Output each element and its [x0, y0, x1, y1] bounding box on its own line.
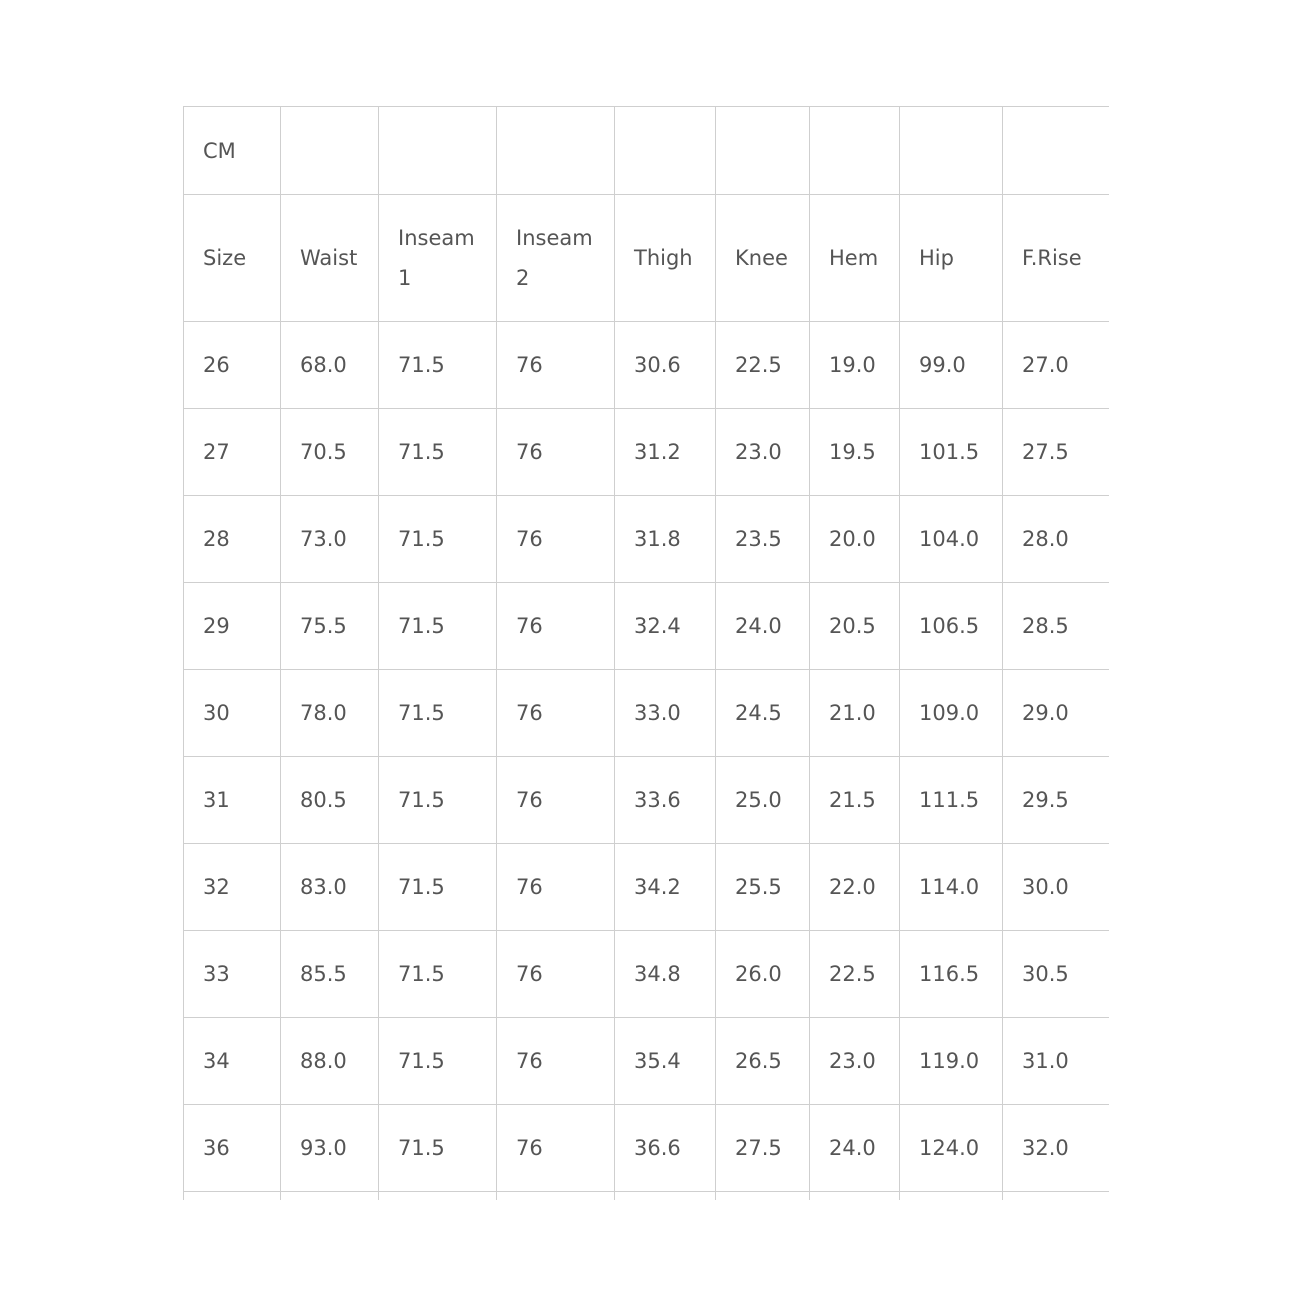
table-cell	[497, 583, 615, 670]
cell-value: 29.5	[1022, 788, 1069, 812]
table-cell	[810, 1018, 900, 1105]
cell-value: 27	[203, 440, 230, 464]
table-cell	[281, 757, 379, 844]
cell-value: 76	[516, 1136, 543, 1160]
cell-value: 76	[516, 527, 543, 551]
empty-cell	[900, 107, 1003, 195]
header-label: Inseam 1	[398, 226, 475, 290]
cell-value: 116.5	[919, 962, 980, 986]
cell-value: 30	[203, 701, 230, 725]
header-label: Hem	[829, 246, 879, 270]
table-cell	[810, 1105, 900, 1192]
header-label: Waist	[300, 246, 358, 270]
table-cell	[716, 322, 810, 409]
cell-value: 22.5	[735, 353, 782, 377]
table-cell	[281, 844, 379, 931]
table-cell	[900, 409, 1003, 496]
cell-value: 71.5	[398, 527, 445, 551]
table-cell	[1003, 1105, 1110, 1192]
cell-value: 114.0	[919, 875, 980, 899]
cell-value: 76	[516, 875, 543, 899]
unit-cell	[184, 107, 281, 195]
cell-value: 85.5	[300, 962, 347, 986]
table-cell	[900, 931, 1003, 1018]
cell-value: 22.5	[829, 962, 876, 986]
table-cell	[615, 496, 716, 583]
cell-value: 36	[203, 1136, 230, 1160]
table-cell	[615, 844, 716, 931]
table-cell	[379, 670, 497, 757]
cell-value: 34.2	[634, 875, 681, 899]
empty-cell	[716, 107, 810, 195]
empty-cell	[497, 107, 615, 195]
table-row	[184, 931, 1110, 1018]
cell-value: 24.5	[735, 701, 782, 725]
table-cell	[716, 409, 810, 496]
table-cell	[810, 844, 900, 931]
table-cell	[281, 1018, 379, 1105]
empty-cell	[1003, 107, 1110, 195]
table-cell	[379, 1105, 497, 1192]
header-label: F.Rise	[1022, 246, 1082, 270]
empty-cell	[379, 107, 497, 195]
table-cell	[615, 583, 716, 670]
cell-value: 23.0	[829, 1049, 876, 1073]
header-cell-hem	[810, 195, 900, 322]
table-cell	[379, 931, 497, 1018]
table-cell	[716, 844, 810, 931]
cell-value: 19.0	[829, 353, 876, 377]
header-cell-f-rise	[1003, 195, 1110, 322]
header-label: Size	[203, 246, 247, 270]
cell-value: 30.5	[1022, 962, 1069, 986]
table-cell	[900, 322, 1003, 409]
table-cell	[497, 757, 615, 844]
cell-value: 71.5	[398, 701, 445, 725]
cell-value: 70.5	[300, 440, 347, 464]
cell-value: 24.0	[735, 614, 782, 638]
table-cell	[184, 1018, 281, 1105]
cell-value: 31.0	[1022, 1049, 1069, 1073]
cell-value: 76	[516, 614, 543, 638]
table-cell	[281, 322, 379, 409]
table-cell	[379, 583, 497, 670]
cell-value: 83.0	[300, 875, 347, 899]
header-cell-thigh	[615, 195, 716, 322]
cell-value: 71.5	[398, 962, 445, 986]
table-cell	[379, 322, 497, 409]
cell-value: 76	[516, 440, 543, 464]
table-cell	[281, 670, 379, 757]
table-row	[184, 1105, 1110, 1192]
cell-value: 31	[203, 788, 230, 812]
table-cell	[716, 1018, 810, 1105]
cell-value: 19.5	[829, 440, 876, 464]
cell-value: 21.0	[829, 701, 876, 725]
cell-value: 32.0	[1022, 1136, 1069, 1160]
cell-value: 71.5	[398, 614, 445, 638]
table-cell	[1003, 583, 1110, 670]
table-cell	[1003, 496, 1110, 583]
cell-value: 106.5	[919, 614, 980, 638]
table-cell	[379, 1018, 497, 1105]
table-cell	[184, 1105, 281, 1192]
table-cell	[379, 844, 497, 931]
table-cell	[615, 931, 716, 1018]
empty-cell	[379, 1192, 497, 1201]
table-cell	[615, 1105, 716, 1192]
cell-value: 124.0	[919, 1136, 980, 1160]
unit-label: CM	[203, 138, 236, 163]
table-row	[184, 496, 1110, 583]
cell-value: 30.0	[1022, 875, 1069, 899]
empty-cell	[497, 1192, 615, 1201]
cell-value: 29	[203, 614, 230, 638]
cell-value: 24.0	[829, 1136, 876, 1160]
cell-value: 80.5	[300, 788, 347, 812]
cell-value: 73.0	[300, 527, 347, 551]
cell-value: 36.6	[634, 1136, 681, 1160]
table-cell	[184, 670, 281, 757]
table-cell	[615, 1018, 716, 1105]
table-cell	[900, 1105, 1003, 1192]
header-label: Hip	[919, 246, 954, 270]
cell-value: 35.4	[634, 1049, 681, 1073]
table-cell	[900, 496, 1003, 583]
table-cell	[497, 670, 615, 757]
table-cell	[615, 322, 716, 409]
table-cell	[716, 1105, 810, 1192]
table-cell	[497, 931, 615, 1018]
table-cell	[1003, 322, 1110, 409]
empty-cell	[1003, 1192, 1110, 1201]
cell-value: 25.0	[735, 788, 782, 812]
table-cell	[184, 496, 281, 583]
cell-value: 76	[516, 1049, 543, 1073]
cell-value: 29.0	[1022, 701, 1069, 725]
size-chart-table	[183, 106, 1109, 1200]
cell-value: 27.5	[1022, 440, 1069, 464]
table-cell	[810, 931, 900, 1018]
table-row	[184, 583, 1110, 670]
table-cell	[281, 496, 379, 583]
header-label: Inseam 2	[516, 226, 593, 290]
cell-value: 28.5	[1022, 614, 1069, 638]
table-cell	[184, 931, 281, 1018]
empty-cell	[184, 1192, 281, 1201]
table-cell	[900, 670, 1003, 757]
cell-value: 34.8	[634, 962, 681, 986]
empty-cell	[810, 1192, 900, 1201]
table-cell	[497, 1105, 615, 1192]
cell-value: 75.5	[300, 614, 347, 638]
cell-value: 34	[203, 1049, 230, 1073]
table-cell	[1003, 931, 1110, 1018]
empty-cell	[281, 107, 379, 195]
cell-value: 76	[516, 353, 543, 377]
table-cell	[497, 1018, 615, 1105]
header-label: Thigh	[634, 246, 693, 270]
table-cell	[184, 583, 281, 670]
cell-value: 119.0	[919, 1049, 980, 1073]
cell-value: 109.0	[919, 701, 980, 725]
cell-value: 33.0	[634, 701, 681, 725]
table-cell	[281, 583, 379, 670]
cell-value: 71.5	[398, 1049, 445, 1073]
cell-value: 88.0	[300, 1049, 347, 1073]
cell-value: 32	[203, 875, 230, 899]
cell-value: 71.5	[398, 353, 445, 377]
cell-value: 31.8	[634, 527, 681, 551]
table-cell	[615, 757, 716, 844]
table-cell	[184, 757, 281, 844]
cell-value: 76	[516, 962, 543, 986]
table-cell	[716, 757, 810, 844]
table-cell	[497, 322, 615, 409]
cell-value: 26.5	[735, 1049, 782, 1073]
table-cell	[379, 757, 497, 844]
table-cell	[379, 496, 497, 583]
empty-cell	[810, 107, 900, 195]
cell-value: 27.0	[1022, 353, 1069, 377]
cell-value: 30.6	[634, 353, 681, 377]
table-cell	[1003, 844, 1110, 931]
cell-value: 76	[516, 788, 543, 812]
table-cell	[716, 583, 810, 670]
header-label: Knee	[735, 246, 788, 270]
table-cell	[1003, 757, 1110, 844]
cell-value: 20.5	[829, 614, 876, 638]
table-cell	[615, 409, 716, 496]
table-cell	[497, 409, 615, 496]
cell-value: 23.5	[735, 527, 782, 551]
cell-value: 93.0	[300, 1136, 347, 1160]
table-cell	[900, 583, 1003, 670]
table-cell	[1003, 670, 1110, 757]
cell-value: 20.0	[829, 527, 876, 551]
table-cell	[379, 409, 497, 496]
table-cell	[810, 670, 900, 757]
unit-row	[184, 107, 1110, 195]
table-row	[184, 1018, 1110, 1105]
cell-value: 99.0	[919, 353, 966, 377]
table-cell	[810, 322, 900, 409]
cell-value: 27.5	[735, 1136, 782, 1160]
table-row-cropped	[184, 1192, 1110, 1201]
cell-value: 26.0	[735, 962, 782, 986]
header-row	[184, 195, 1110, 322]
table-cell	[810, 496, 900, 583]
empty-cell	[900, 1192, 1003, 1201]
table-row	[184, 409, 1110, 496]
table-cell	[281, 931, 379, 1018]
cell-value: 33.6	[634, 788, 681, 812]
table-row	[184, 322, 1110, 409]
table-cell	[810, 583, 900, 670]
cell-value: 78.0	[300, 701, 347, 725]
table-cell	[184, 409, 281, 496]
cell-value: 25.5	[735, 875, 782, 899]
cell-value: 71.5	[398, 875, 445, 899]
cell-value: 31.2	[634, 440, 681, 464]
table-cell	[810, 409, 900, 496]
cell-value: 76	[516, 701, 543, 725]
table-cell	[497, 496, 615, 583]
header-cell-hip	[900, 195, 1003, 322]
size-chart-body	[184, 107, 1110, 1201]
table-cell	[184, 844, 281, 931]
cell-value: 101.5	[919, 440, 980, 464]
cell-value: 28	[203, 527, 230, 551]
header-cell-knee	[716, 195, 810, 322]
empty-cell	[615, 1192, 716, 1201]
cell-value: 68.0	[300, 353, 347, 377]
table-row	[184, 844, 1110, 931]
table-row	[184, 757, 1110, 844]
empty-cell	[716, 1192, 810, 1201]
table-cell	[900, 757, 1003, 844]
table-cell	[281, 1105, 379, 1192]
table-cell	[716, 670, 810, 757]
table-cell	[1003, 409, 1110, 496]
table-cell	[716, 931, 810, 1018]
cell-value: 104.0	[919, 527, 980, 551]
table-cell	[615, 670, 716, 757]
table-cell	[900, 1018, 1003, 1105]
cell-value: 71.5	[398, 788, 445, 812]
cell-value: 32.4	[634, 614, 681, 638]
table-cell	[900, 844, 1003, 931]
empty-cell	[615, 107, 716, 195]
table-cell	[281, 409, 379, 496]
cell-value: 21.5	[829, 788, 876, 812]
table-cell	[184, 322, 281, 409]
cell-value: 71.5	[398, 440, 445, 464]
empty-cell	[281, 1192, 379, 1201]
table-cell	[497, 844, 615, 931]
size-chart-container	[183, 106, 1109, 1200]
header-cell-inseam-1	[379, 195, 497, 322]
table-cell	[810, 757, 900, 844]
cell-value: 111.5	[919, 788, 980, 812]
cell-value: 71.5	[398, 1136, 445, 1160]
table-cell	[716, 496, 810, 583]
cell-value: 28.0	[1022, 527, 1069, 551]
cell-value: 26	[203, 353, 230, 377]
header-cell-size	[184, 195, 281, 322]
header-cell-waist	[281, 195, 379, 322]
header-cell-inseam-2	[497, 195, 615, 322]
cell-value: 33	[203, 962, 230, 986]
table-row	[184, 670, 1110, 757]
table-cell	[1003, 1018, 1110, 1105]
cell-value: 22.0	[829, 875, 876, 899]
cell-value: 23.0	[735, 440, 782, 464]
